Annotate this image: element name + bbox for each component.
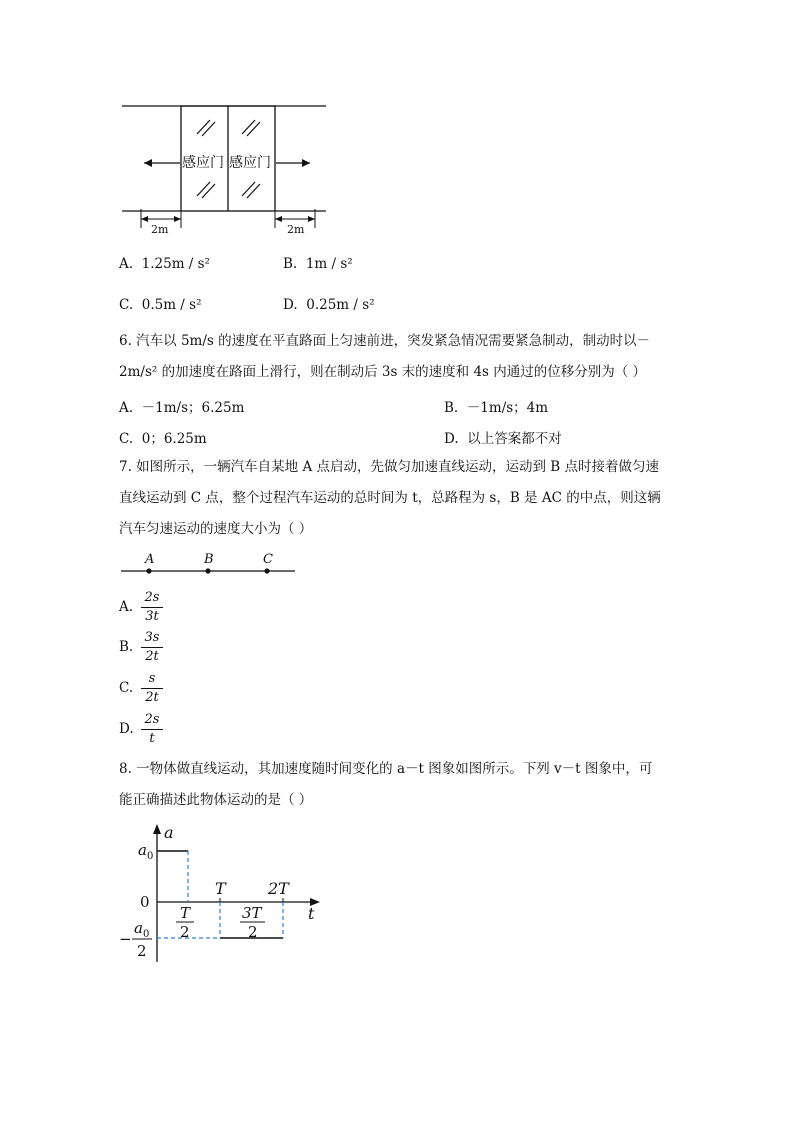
dim-right-label: 2m — [287, 223, 305, 236]
q8-stem-line-2: 能正确描述此物体运动的是（ ） — [119, 792, 313, 808]
sliding-door-figure — [118, 96, 338, 242]
q7-option-c[interactable] — [119, 671, 169, 707]
q7-stem-line-3: 汽车匀速运动的速度大小为（ ） — [119, 521, 313, 537]
option-letter: D. — [283, 297, 298, 313]
option-value: 1.25m / s² — [141, 256, 210, 272]
fraction-denominator: t — [149, 731, 155, 746]
fraction-bar — [141, 607, 163, 608]
dim-left-arrow-a — [141, 216, 148, 222]
abc-line-figure — [118, 548, 300, 578]
option-letter: A. — [119, 256, 134, 272]
q8-stem-line-1: 8. 一物体做直线运动，其加速度随时间变化的 a－t 图象如图所示。下列 v－t 图象中，可 — [119, 761, 653, 777]
option-letter: B. — [119, 639, 134, 655]
q7-option-b[interactable] — [119, 630, 169, 666]
point-b-dot — [205, 568, 210, 573]
q5-option-d[interactable] — [283, 297, 375, 313]
door-right-label: 感应门 — [229, 155, 271, 171]
half-T-numerator: T — [180, 904, 191, 922]
q7-stem-line-2: 直线运动到 C 点，整个过程汽车运动的总时间为 t，总路程为 s，B 是 AC 的中点，则这辆 — [119, 490, 661, 506]
fraction-numerator: 3s — [144, 630, 160, 645]
2T-label: 2T — [268, 879, 289, 898]
option-value: 0.25m / s² — [306, 297, 375, 313]
neg-a0-denominator: 2 — [137, 942, 147, 960]
left-arrow-head — [144, 159, 152, 167]
q6-option-d[interactable] — [444, 427, 562, 447]
neg-a0-numerator: $a_0$ — [134, 919, 150, 940]
q5-option-c[interactable] — [119, 297, 201, 313]
option-letter: C. — [119, 680, 134, 696]
option-fraction — [139, 671, 165, 706]
option-letter: A. — [119, 400, 134, 416]
q7-stem-line-1: 7. 如图所示，一辆汽车自某地 A 点启动，先做匀加速直线运动，运动到 B 点时接着做匀速 — [119, 459, 660, 475]
fraction-bar — [141, 647, 163, 648]
dim-right-arrow-a — [275, 216, 282, 222]
q6-option-c[interactable] — [119, 427, 207, 447]
dim-right-arrow-b — [308, 216, 315, 222]
neg-sign: − — [119, 930, 132, 948]
x-axis-label: t — [308, 904, 315, 923]
option-letter: A. — [119, 599, 134, 615]
fraction-denominator: 2t — [145, 649, 159, 664]
origin-label: 0 — [140, 893, 150, 911]
point-a-label: A — [145, 552, 155, 567]
a0-label: $a_0$ — [138, 841, 154, 862]
fraction-numerator: 2s — [144, 712, 160, 727]
dim-left-arrow-b — [174, 216, 181, 222]
option-value: －1m/s；4m — [466, 400, 549, 416]
T-label: T — [215, 879, 226, 898]
dim-left-label: 2m — [151, 223, 169, 236]
q6-option-b[interactable] — [444, 396, 548, 416]
fraction-denominator: 2t — [145, 690, 159, 705]
y-axis-label: a — [164, 823, 174, 842]
option-letter: D. — [444, 431, 459, 447]
right-arrow-head — [302, 159, 310, 167]
q5-option-a[interactable] — [119, 256, 210, 272]
a-t-graph — [112, 822, 332, 964]
fraction-numerator: s — [148, 671, 156, 686]
option-letter: C. — [119, 297, 134, 313]
y-axis-arrow — [153, 824, 161, 834]
q7-option-d[interactable] — [119, 712, 169, 748]
q6-stem-line-1: 6. 汽车以 5m/s 的速度在平直路面上匀速前进，突发紧急情况需要紧急制动，制动时以－ — [119, 333, 651, 349]
fraction-bar — [141, 729, 163, 730]
three-half-T-denominator: 2 — [248, 923, 258, 941]
option-letter: C. — [119, 431, 134, 447]
option-fraction — [139, 630, 165, 665]
fraction-denominator: 3t — [145, 609, 159, 624]
point-c-dot — [264, 568, 269, 573]
q6-option-a[interactable] — [119, 396, 244, 416]
option-letter: D. — [119, 721, 134, 737]
point-a-dot — [146, 568, 151, 573]
option-value: 0.5m / s² — [141, 297, 202, 313]
door-left-label: 感应门 — [182, 155, 224, 171]
option-value: 以上答案都不对 — [467, 431, 562, 447]
three-half-T-numerator: 3T — [242, 904, 262, 922]
option-fraction — [139, 712, 165, 747]
half-T-denominator: 2 — [180, 923, 190, 941]
q5-option-b[interactable] — [283, 256, 353, 272]
option-value: －1m/s；6.25m — [141, 400, 245, 416]
option-value: 1m / s² — [305, 256, 353, 272]
q7-option-a[interactable] — [119, 590, 169, 626]
fraction-bar — [141, 688, 163, 689]
option-letter: B. — [283, 256, 298, 272]
option-value: 0；6.25m — [141, 431, 207, 447]
point-b-label: B — [204, 552, 214, 567]
fraction-numerator: 2s — [144, 590, 160, 605]
q6-stem-line-2: 2m/s² 的加速度在路面上滑行，则在制动后 3s 末的速度和 4s 内通过的位移分别为（ ） — [119, 364, 647, 380]
option-letter: B. — [444, 400, 459, 416]
point-c-label: C — [263, 552, 273, 567]
option-fraction — [139, 590, 165, 625]
